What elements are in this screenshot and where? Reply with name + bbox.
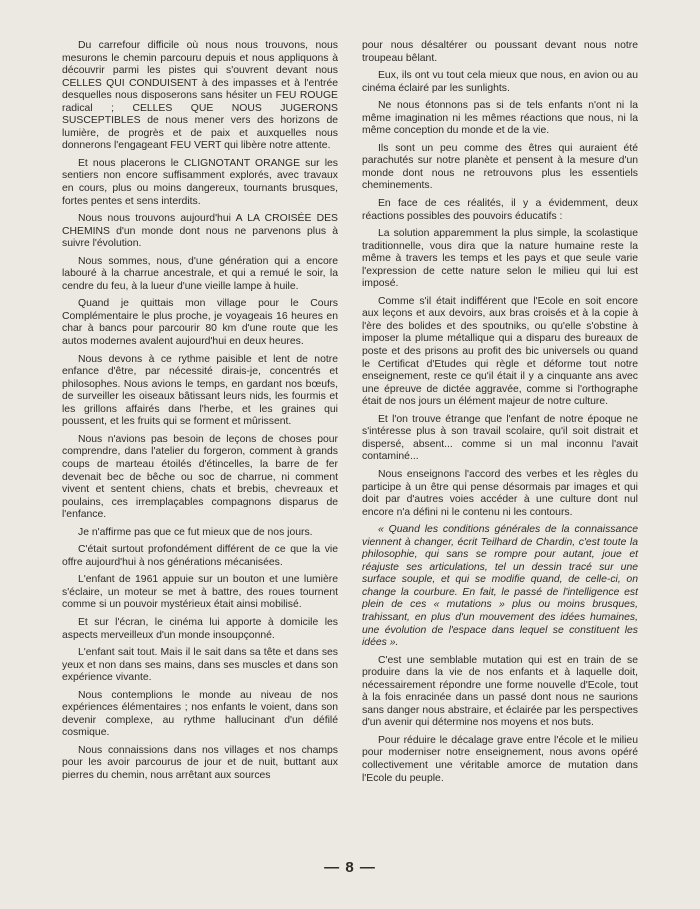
paragraph: L'enfant sait tout. Mais il le sait dans sa tête et dans ses yeux et non dans ses mains, dans ses muscles et dans son expérience vivante. bbox=[62, 647, 338, 684]
paragraph: Nous enseignons l'accord des verbes et les règles du participe à un être qui pense désormais par images et qui doit par d'autres voies accéder à une culture dont nul encore n'a défini ni le contenu ni les contours. bbox=[362, 468, 638, 518]
paragraph: Nous nous trouvons aujourd'hui A LA CROISÉE DES CHEMINS d'un monde dont nous ne parvenons plus à suivre l'évolution. bbox=[62, 213, 338, 250]
paragraph: C'était surtout profondément différent de ce que la vie offre aujourd'hui à nos générations mécanisées. bbox=[62, 544, 338, 568]
paragraph: Pour réduire le décalage grave entre l'école et le milieu pour moderniser notre enseignement, nous avons opéré collectivement une véritable amorce de mutation dans l'Ecole du peuple. bbox=[362, 734, 638, 784]
left-column bbox=[62, 40, 338, 788]
paragraph-continuation: pour nous désaltérer ou poussant devant nous notre troupeau bêlant. bbox=[362, 40, 638, 64]
paragraph: Comme s'il était indifférent que l'Ecole en soit encore aux leçons et aux devoirs, aux bras croisés et à la copie à l'ère des bolides et des spoutniks, ou qu'elle s'obstine à imposer la plume métallique qui a disparu des bureaux de poste et des prisons au profit des bic universels ou quand le Certificat d'Etudes qui règle et déforme tout notre enseignement, reste ce qu'il était il y a cinquante ans avec une épreuve de dictée aggravée, comme si l'orthographe était de nos jours un élément majeur de notre culture. bbox=[362, 295, 638, 408]
paragraph: Nous connaissions dans nos villages et nos champs pour les avoir parcourus de jour et de nuit, buttant aux pierres du chemin, nous arrêtant aux sources bbox=[62, 744, 338, 781]
quotation-paragraph: « Quand les conditions générales de la connaissance viennent à changer, écrit Teilhard de Chardin, c'est toute la philosophie, qui sans se rompre pour autant, joue et réajuste ses articulations, tel un dessin tracé sur une surface souple, et qui se modifie quand, de celle-ci, on change la courbure. En fait, le passé de l'intelligence est plein de ces « mutations » plus ou moins brusques, trahissant, en plus d'un mouvement des idées humaines, une évolution de l'espace dans lequel se constituent les idées ». bbox=[362, 524, 638, 649]
right-column bbox=[362, 40, 638, 790]
page-number: — 8 — bbox=[324, 859, 376, 876]
paragraph: En face de ces réalités, il y a évidemment, deux réactions possibles des pouvoirs éducatifs : bbox=[362, 198, 638, 222]
paragraph: Quand je quittais mon village pour le Cours Complémentaire le plus proche, je voyageais 16 heures en char à bancs pour parcourir 80 km d'une route que les autos modernes avalent aujourd'hui en deux heures. bbox=[62, 298, 338, 348]
paragraph: Et sur l'écran, le cinéma lui apporte à domicile les aspects merveilleux d'un monde insoupçonné. bbox=[62, 616, 338, 641]
paragraph: Et l'on trouve étrange que l'enfant de notre époque ne s'intéresse plus à son travail scolaire, qu'il soit distrait et dispersé, absent... comme si un mal inconnu l'avait contaminé... bbox=[362, 413, 638, 463]
paragraph: La solution apparemment la plus simple, la scolastique traditionnelle, vous dira que la nature humaine reste la même à travers les temps et les pays et que seule varie l'expression de cette nature selon le milieu qui lui est imposé. bbox=[362, 228, 638, 290]
paragraph: Eux, ils ont vu tout cela mieux que nous, en avion ou au cinéma éclairé par les sunlights. bbox=[362, 70, 638, 94]
paragraph: Nous contemplions le monde au niveau de nos expériences élémentaires ; nos enfants le voient, dans son devenir complexe, au rythme hallucinant d'un défilé cosmique. bbox=[62, 689, 338, 739]
paragraph: Nous n'avions pas besoin de leçons de choses pour comprendre, dans l'atelier du forgeron, comment à grands coups de marteau étoilés d'étincelles, la barre de fer devenait bec de bêche ou soc de charrue, ni comment vivent et sentent chiens, chats et brebis, chevreaux et poulains, ces irremplaçables compagnons disparus de l'enfance. bbox=[62, 433, 338, 521]
paragraph: Je n'affirme pas que ce fut mieux que de nos jours. bbox=[78, 526, 313, 538]
paragraph: Nous sommes, nous, d'une génération qui a encore labouré à la charrue ancestrale, et qui a remué le soir, la cendre du feu, à la lueur d'une vieille lampe à huile. bbox=[62, 255, 338, 292]
paragraph: C'est une semblable mutation qui est en train de se produire dans la vie de nos enfants et à laquelle doit, nécessairement répondre une forme nouvelle d'Ecole, tout à la fois enracinée dans un passé dont nous ne saurions sans danger nous abstraire, et éclairée par les perspectives d'un avenir qui détermine nos moyens et nos buts. bbox=[362, 654, 638, 729]
paragraph: Ne nous étonnons pas si de tels enfants n'ont ni la même imagination ni les mêmes réactions que nous, ni la même conception du monde et de la vie. bbox=[362, 100, 638, 137]
paragraph: Nous devons à ce rythme paisible et lent de notre enfance d'être, par nécessité dirais-je, concentrés et philosophes. Nous avions le temps, en gardant nos bœufs, de surveiller les oiseaux bâtissant leurs nids, les fourmis et les grillons affairés dans l'herbe, et les graines qui poussent, et les fruits qui se forment et mûrissent. bbox=[62, 353, 338, 428]
paragraph: Et nous placerons le CLIGNOTANT ORANGE sur les sentiers non encore suffisamment explorés, avec travaux en cours, plus ou moins dangereux, tournants brusques, fortes pentes et sens interdits. bbox=[62, 157, 338, 207]
paragraph: Ils sont un peu comme des êtres qui auraient été parachutés sur notre planète et pensent à la mesure d'un monde dont nous ne retrouvons plus les essentiels cheminements. bbox=[362, 142, 638, 192]
paragraph: L'enfant de 1961 appuie sur un bouton et une lumière s'éclaire, un moteur se met à battre, des roues tournent comme si un pouvoir mystérieux était ainsi mobilisé. bbox=[62, 574, 338, 611]
paragraph: Du carrefour difficile où nous nous trouvons, nous mesurons le chemin parcouru depuis et nous appliquons à découvrir parmi les pistes qui s'ouvrent devant nous CELLES QUI CONDUISENT à des impasses et à l'entrée desquelles nous disposerons sans hésiter un FEU ROUGE radical ; CELLES QUE NOUS JUGERONS SUSCEPTIBLES de nous mener vers des horizons de lumière, de progrès et de paix et auxquelles nous donnerons l'engageant FEU VERT qui libère notre attente. bbox=[62, 40, 338, 152]
